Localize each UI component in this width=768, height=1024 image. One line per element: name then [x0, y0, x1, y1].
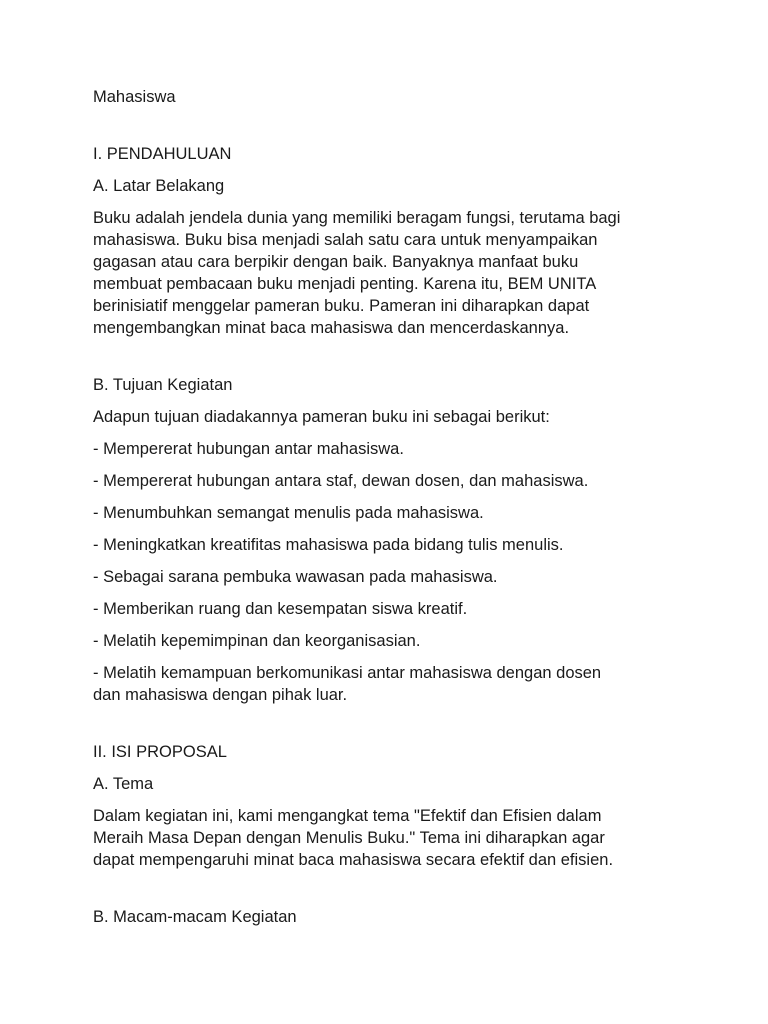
section-heading-pendahuluan: I. PENDAHULUAN [93, 145, 232, 163]
subheading-latar-belakang: A. Latar Belakang [93, 177, 225, 195]
paragraph-line: mengembangkan minat baca mahasiswa dan mencerdaskannya. [93, 319, 570, 337]
paragraph-line: gagasan atau cara berpikir dengan baik. Banyaknya manfaat buku [93, 253, 579, 271]
tujuan-intro: Adapun tujuan diadakannya pameran buku ini sebagai berikut: [93, 408, 550, 426]
list-item: - Memberikan ruang dan kesempatan siswa kreatif. [93, 600, 468, 618]
document-page [93, 86, 693, 928]
paragraph-line: dapat mempengaruhi minat baca mahasiswa secara efektif dan efisien. [93, 851, 614, 869]
paragraph-line: Buku adalah jendela dunia yang memiliki beragam fungsi, terutama bagi [93, 209, 621, 227]
section-heading-isi-proposal: II. ISI PROPOSAL [93, 743, 227, 761]
paragraph-line: Dalam kegiatan ini, kami mengangkat tema "Efektif dan Efisien dalam [93, 807, 602, 825]
list-item-line: - Melatih kemampuan berkomunikasi antar mahasiswa dengan dosen [93, 664, 602, 682]
list-item-multiline [93, 662, 693, 706]
list-item: - Sebagai sarana pembuka wawasan pada mahasiswa. [93, 568, 498, 586]
list-item: - Menumbuhkan semangat menulis pada mahasiswa. [93, 504, 484, 522]
paragraph-line: Meraih Masa Depan dengan Menulis Buku." Tema ini diharapkan agar [93, 829, 605, 847]
paragraph-latar-belakang [93, 207, 693, 339]
subheading-tujuan-kegiatan: B. Tujuan Kegiatan [93, 376, 233, 394]
subheading-tema: A. Tema [93, 775, 154, 793]
list-item: - Mempererat hubungan antar mahasiswa. [93, 440, 404, 458]
list-item: - Melatih kepemimpinan dan keorganisasian. [93, 632, 421, 650]
list-item: - Meningkatkan kreatifitas mahasiswa pada bidang tulis menulis. [93, 536, 564, 554]
paragraph-line: membuat pembacaan buku menjadi penting. Karena itu, BEM UNITA [93, 275, 597, 293]
list-item: - Mempererat hubungan antara staf, dewan dosen, dan mahasiswa. [93, 472, 589, 490]
paragraph-line: berinisiatif menggelar pameran buku. Pameran ini diharapkan dapat [93, 297, 590, 315]
subheading-macam-kegiatan: B. Macam-macam Kegiatan [93, 908, 297, 926]
paragraph-line: mahasiswa. Buku bisa menjadi salah satu cara untuk menyampaikan [93, 231, 598, 249]
list-item-line: dan mahasiswa dengan pihak luar. [93, 686, 348, 704]
paragraph-tema [93, 805, 693, 871]
author-label: Mahasiswa [93, 88, 176, 106]
